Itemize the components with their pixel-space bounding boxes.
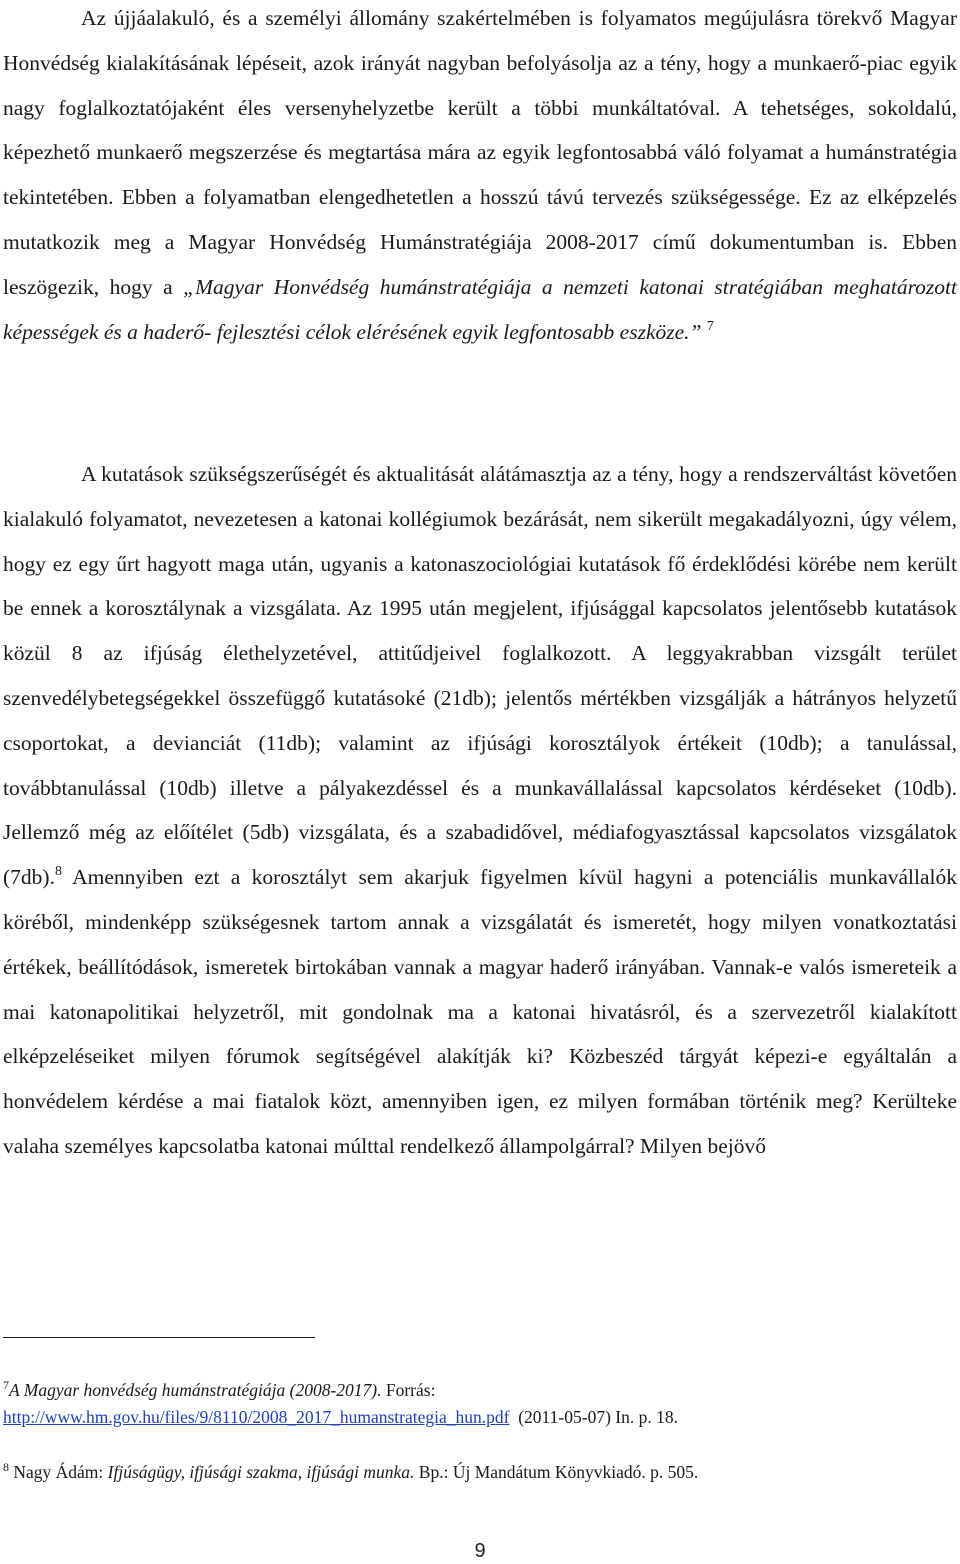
footnote-7	[3, 1377, 957, 1431]
footnote-8-number: 8	[3, 1460, 9, 1474]
footnote-8-title: Ifjúságügy, ifjúsági szakma, ifjúsági munka.	[107, 1462, 415, 1482]
footnote-7-link[interactable]: http://www.hm.gov.hu/files/9/8110/2008_2017_humanstrategia_hun.pdf	[3, 1407, 510, 1427]
paragraph-2	[3, 452, 957, 1169]
footnote-8-author: Nagy Ádám:	[9, 1462, 108, 1482]
page-number: 9	[474, 1540, 486, 1562]
footnote-ref-7[interactable]: 7	[706, 318, 714, 334]
footnote-7-number: 7	[3, 1378, 9, 1392]
paragraph-1	[3, 0, 957, 354]
footnote-7-source-label: Forrás:	[381, 1380, 436, 1400]
footnote-ref-8[interactable]: 8	[54, 864, 62, 880]
paragraph-1-quote: „Magyar Honvédség humánstratégiája a nemzeti katonai stratégiában meghatározott képességek és a haderő- fejlesztési célok elérésének egyik legfontosabb eszköze.”	[3, 274, 957, 344]
footnote-separator	[3, 1337, 315, 1338]
footnote-7-rest: (2011-05-07) In. p. 18.	[509, 1407, 678, 1427]
paragraph-2-text: A kutatások szükségszerűségét és aktualitását alátámasztja az a tény, hogy a rendszerváltást követően kialakuló folyamatot, nevezetesen a katonai kollégiumok bezárását, nem sikerült megakadályozni, úgy vélem, hogy ez egy űrt hagyott maga után, ugyanis a katonaszociológiai kutatások fő érdeklődési körébe nem került be ennek a korosztálynak a vizsgálata. Az 1995 után megjelent, ifjúsággal kapcsolatos jelentősebb kutatások közül 8 az ifjúság élethelyzetével, attitűdjeivel foglalkozott. A leggyakrabban vizsgált terület szenvedélybetegségekkel összefüggő kutatásoké (21db); jelentős mértékben vizsgálják a hátrányos helyzetű csoportokat, a devianciát (11db); valamint az ifjúsági korosztályok értékeit (10db); a tanulással, továbbtanulással (10db) illetve a pályakezdéssel és a munkavállalással kapcsolatos kérdéseket (10db). Jellemző még az előítélet (5db) vizsgálata, és a szabadidővel, médiafogyasztással kapcsolatos vizsgálatok (7db).	[3, 462, 957, 890]
paragraph-2-text-cont: Amennyiben ezt a korosztályt sem akarjuk figyelmen kívül hagyni a potenciális munkavállalók köréből, mindenképp szükségesnek tartom annak a vizsgálatát és ismeretét, hogy milyen vonatkoztatási értékek, beállítódások, ismeretek birtokában vannak a magyar haderő irányában. Vannak-e valós ismereteik a mai katonapolitikai helyzetről, mit gondolnak ma a katonai hivatásról, és a szervezetről kialakított elképzeléseiket milyen fórumok segítségével alakítják ki? Közbeszéd tárgyát képezi-e egyáltalán a honvédelem kérdése a mai fiatalok közt, amennyiben igen, ez milyen formában történik meg? Kerülteke valaha személyes kapcsolatba katonai múlttal rendelkező állampolgárral? Milyen bejövő	[3, 865, 957, 1158]
paragraph-1-text: Az újjáalakuló, és a személyi állomány szakértelmében is folyamatos megújulásra törekvő Magyar Honvédség kialakításának lépéseit, azok irányát nagyban befolyásolja az a tény, hogy a munkaerő-piac egyik nagy foglalkoztatójaként éles versenyhelyzetbe került a többi munkáltatóval. A tehetséges, sokoldalú, képezhető munkaerő megszerzése és megtartása mára az egyik legfontosabbá váló folyamat a humánstratégia tekintetében. Ebben a folyamatban elengedhetetlen a hosszú távú tervezés szükségessége. Ez az elképzelés mutatkozik meg a Magyar Honvédség Humánstratégiája 2008-2017 című dokumentumban is. Ebben leszögezik, hogy a	[3, 6, 957, 299]
footnote-7-title: A Magyar honvédség humánstratégiája (2008-2017).	[9, 1380, 382, 1400]
footnote-8-rest: Bp.: Új Mandátum Könyvkiadó. p. 505.	[414, 1462, 699, 1482]
footnote-8	[3, 1459, 957, 1486]
